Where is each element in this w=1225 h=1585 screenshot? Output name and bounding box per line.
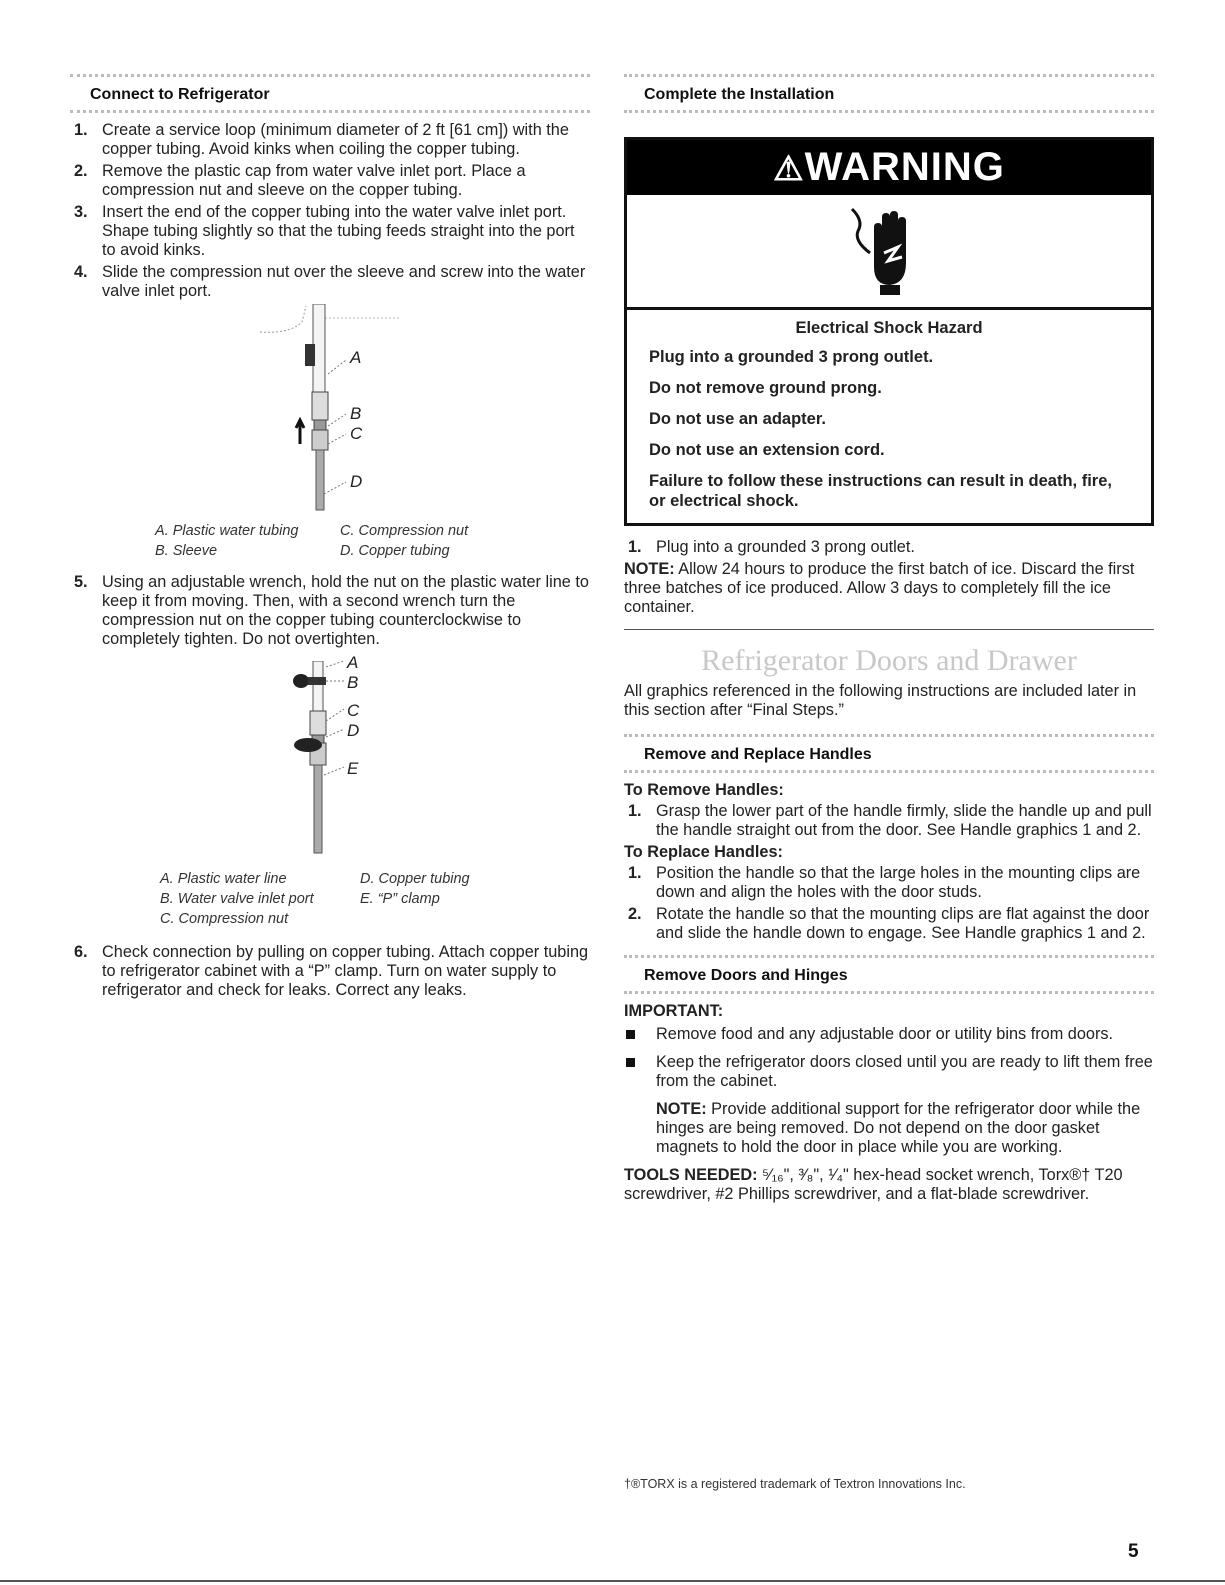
step-item: 5. Using an adjustable wrench, hold the nut on the plastic water line to keep it from moving. Then, with a second wrench turn the compression nut on the copper tubing counterclockwise to completely tighten. Do not overtighten.: [74, 573, 589, 648]
fig1-label-a: A: [350, 348, 362, 367]
warning-triangle-icon: ⚠: [773, 150, 805, 188]
step-item: 3. Insert the end of the copper tubing into the water valve inlet port. Shape tubing slightly so that the tubing feeds straight into the port to avoid kinks.: [74, 203, 575, 259]
step-item: 1. Create a service loop (minimum diameter of 2 ft [61 cm]) with the copper tubing. Avoid kinks when coiling the copper tubing.: [74, 121, 569, 158]
important-bullets: [624, 1025, 1154, 1157]
fig2-label-e: E: [347, 759, 359, 778]
page-number: 5: [1128, 1541, 1139, 1562]
section-heading-handles: Remove and Replace Handles: [624, 734, 1154, 773]
warning-line: Failure to follow these instructions can result in death, fire, or electrical shock.: [649, 472, 1112, 510]
electric-shock-hand-icon: [844, 201, 934, 301]
fig2-label-a: A: [347, 653, 359, 672]
steps-list-c: [70, 943, 590, 1000]
step-item: 4. Slide the compression nut over the sleeve and screw into the water valve inlet port.: [74, 263, 586, 300]
important-label: IMPORTANT:: [624, 1002, 724, 1020]
step-item: 1. Grasp the lower part of the handle firmly, slide the handle up and pull the handle straight out from the door. See Handle graphics 1 and 2.: [628, 802, 1152, 839]
remove-handles-steps: [624, 802, 1154, 840]
fig1-label-d: D: [350, 472, 363, 491]
figure-tubing-connection: [70, 304, 590, 519]
step-item: 1. Position the handle so that the large holes in the mounting clips are down and align the holes with the door studs.: [628, 864, 1141, 901]
step-item: 2. Remove the plastic cap from water valve inlet port. Place a compression nut and sleeve on the copper tubing.: [74, 162, 526, 199]
steps-list-a: [70, 121, 590, 301]
remove-handles-title: To Remove Handles:: [624, 781, 784, 799]
note-door-support: NOTE: Provide additional support for the refrigerator door while the hinges are being removed. Do not depend on the door gasket magnets to hold the door in place while you are working.: [656, 1100, 1141, 1156]
fig2-label-b: B: [347, 673, 359, 692]
bullet-square-icon: [626, 1058, 635, 1067]
tubing-illustration: [70, 304, 590, 519]
figure2-captions: A. Plastic water line D. Copper tubing B. Water valve inlet port E. “P” clamp C. Compression nut: [160, 871, 470, 927]
bullet-square-icon: [626, 1030, 635, 1039]
warning-line: Do not remove ground prong.: [649, 379, 882, 397]
step-item: 6. Check connection by pulling on copper tubing. Attach copper tubing to refrigerator cabinet with a “P” clamp. Turn on water supply to refrigerator and check for leaks. Correct any leaks.: [74, 943, 589, 999]
section-title-doors-drawer: Refrigerator Doors and Drawer: [701, 644, 1077, 677]
warning-banner: ⚠WARNING: [627, 140, 1151, 195]
replace-handles-title: To Replace Handles:: [624, 843, 783, 861]
fig2-label-c: C: [347, 701, 360, 720]
install-steps: [624, 538, 1154, 557]
step-item: 2. Rotate the handle so that the mounting clips are flat against the door and slide the handle down to engage. See Handle graphics 1 and 2.: [628, 905, 1150, 942]
section-intro: All graphics referenced in the following instructions are included later in this section after “Final Steps.”: [624, 682, 1137, 719]
fig2-label-d: D: [347, 721, 360, 740]
note-ice: NOTE: Allow 24 hours to produce the first batch of ice. Discard the first three batches of ice produced. Allow 3 days to completely fill the ice container.: [624, 560, 1154, 630]
replace-handles-steps: [624, 864, 1154, 943]
bullet-item: Keep the refrigerator doors closed until you are ready to lift them free from the cabinet. NOTE: Provide additional support for the refrigerator door while the hinges are being removed. Do not depend on the door gasket magnets to hold the door in place while you are working.: [624, 1053, 1154, 1157]
left-column: [70, 74, 590, 1003]
right-column: [624, 74, 1154, 1204]
bottom-rule: [0, 1580, 1225, 1582]
tools-needed: TOOLS NEEDED: ⁵⁄₁₆", ³⁄₈", ¹⁄₄" hex-head socket wrench, Torx®† T20 screwdriver, #2 Phillips screwdriver, and a flat-blade screwdriver.: [624, 1166, 1123, 1203]
warning-line: Do not use an extension cord.: [649, 441, 885, 459]
section-heading-complete: Complete the Installation: [624, 74, 1154, 113]
section-heading-connect: Connect to Refrigerator: [70, 74, 590, 113]
fig1-label-c: C: [350, 424, 363, 443]
figure-wrench-connection: [70, 653, 590, 857]
wrench-illustration: [70, 661, 590, 857]
bullet-item: Remove food and any adjustable door or utility bins from doors.: [624, 1025, 1154, 1044]
trademark-footnote: †®TORX is a registered trademark of Textron Innovations Inc.: [624, 1477, 966, 1491]
step-item: 1. Plug into a grounded 3 prong outlet.: [628, 538, 915, 556]
steps-list-b: [70, 573, 590, 649]
warning-line: Plug into a grounded 3 prong outlet.: [649, 348, 934, 366]
warning-box: [624, 137, 1154, 526]
figure1-captions: A. Plastic water tubing C. Compression nut B. Sleeve D. Copper tubing: [155, 523, 469, 559]
hazard-title: Electrical Shock Hazard: [795, 319, 983, 337]
warning-line: Do not use an adapter.: [649, 410, 826, 428]
section-heading-doors: Remove Doors and Hinges: [624, 955, 1154, 994]
fig1-label-b: B: [350, 404, 362, 423]
